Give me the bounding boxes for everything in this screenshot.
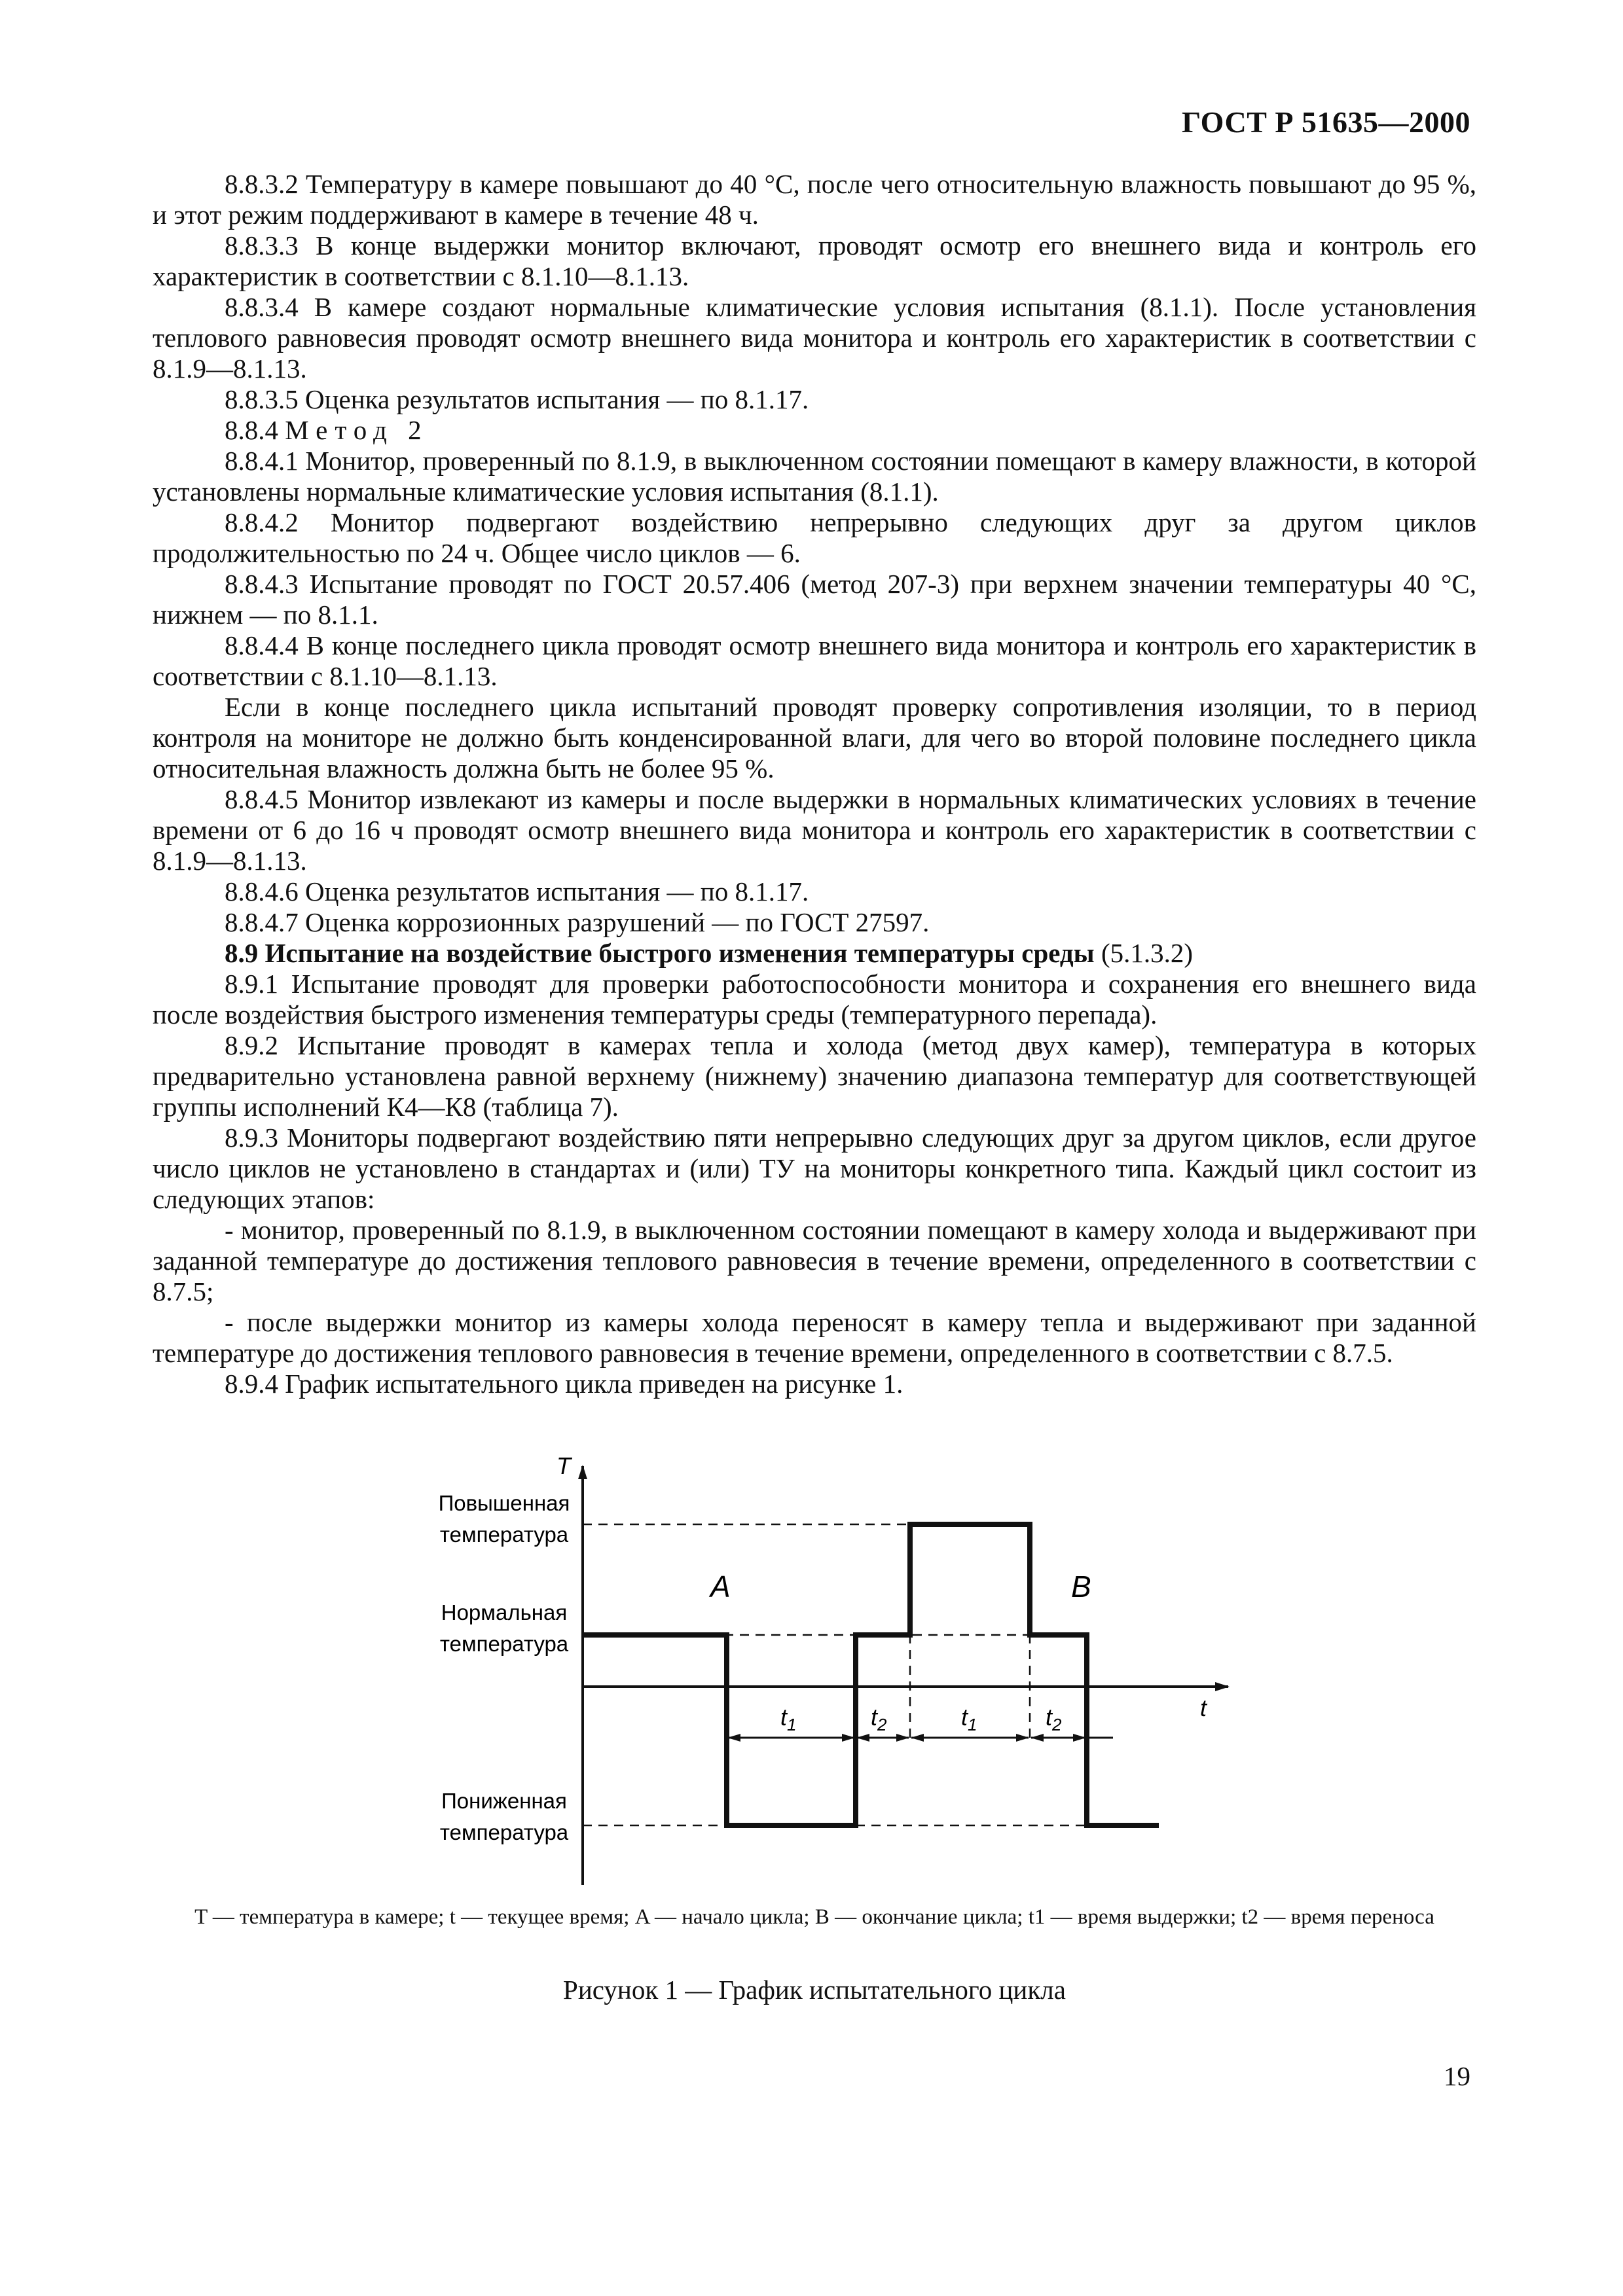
paragraph: 8.8.3.5 Оценка результатов испытания — по 8.1.17. xyxy=(225,384,809,414)
paragraph: 8.9.3 Мониторы подвергают воздействию пяти непрерывно следующих друг за другом циклов, если другое число циклов не установлено в стандартах и (или) ТУ на мониторы конкретного типа. Каждый цикл состоит из следующих этапов: xyxy=(153,1122,1476,1214)
normal-level-label-line1: Нормальная xyxy=(441,1600,568,1624)
method-title: Метод 2 xyxy=(285,415,429,445)
interval-label-t2 xyxy=(871,1704,887,1734)
x-axis-label: t xyxy=(1200,1695,1207,1721)
interval-subscript: 1 xyxy=(787,1715,797,1734)
high-level-label-line2: температура xyxy=(439,1522,569,1547)
paragraph: 8.8.4.3 Испытание проводят по ГОСТ 20.57.406 (метод 207-3) при верхнем значении температуры 40 °С, нижнем — по 8.1.1. xyxy=(153,569,1476,630)
paragraph: 8.9.1 Испытание проводят для проверки работоспособности монитора и сохранения его внешнего вида после воздействия быстрого изменения температуры среды (температурного перепада). xyxy=(153,969,1476,1030)
list-item: - после выдержки монитор из камеры холода переносят в камеру тепла и выдерживают при заданной температуре до достижения теплового равновесия в течение времени, определенного в соответствии с 8.7.5. xyxy=(153,1307,1476,1368)
interval-symbol: t xyxy=(780,1704,788,1731)
cycle-end-marker: B xyxy=(1071,1570,1091,1604)
interval-subscript: 1 xyxy=(968,1715,977,1734)
paragraph: 8.8.3.3 В конце выдержки монитор включают, проводят осмотр его внешнего вида и контроль его характеристик в соответствии с 8.1.10—8.1.13. xyxy=(153,230,1476,291)
paragraph: 8.8.3.2 Температуру в камере повышают до 40 °С, после чего относительную влажность повышают до 95 %, и этот режим поддерживают в камере в течение 48 ч. xyxy=(153,169,1476,230)
interval-label-t1 xyxy=(780,1704,796,1734)
paragraph: 8.8.4.6 Оценка результатов испытания — по 8.1.17. xyxy=(225,876,809,906)
low-level-label-line1: Пониженная xyxy=(441,1789,567,1813)
paragraph: 8.8.3.4 В камере создают нормальные климатические условия испытания (8.1.1). После установления теплового равновесия проводят осмотр внешнего вида монитора и контроль его характеристик в соответствии с 8.1.9—8.1.13. xyxy=(153,292,1476,384)
section-title: 8.9 Испытание на воздействие быстрого изменения температуры среды xyxy=(225,938,1095,968)
figure-caption: Рисунок 1 — График испытательного цикла xyxy=(563,1975,1066,2005)
paragraph: 8.9.2 Испытание проводят в камерах тепла и холода (метод двух камер), температура в которых предварительно установлена равной верхнему (нижнему) значению диапазона температур для соответствующей группы исполнений К4—К8 (таблица 7). xyxy=(153,1030,1476,1122)
y-axis-label: T xyxy=(556,1452,571,1479)
interval-label-t2 xyxy=(1046,1704,1062,1734)
interval-subscript: 2 xyxy=(1052,1715,1062,1734)
paragraph: 8.8.4.4 В конце последнего цикла проводят осмотр внешнего вида монитора и контроль его характеристик в соответствии с 8.1.10—8.1.13. xyxy=(153,630,1476,691)
list-item: - монитор, проверенный по 8.1.9, в выключенном состоянии помещают в камеру холода и выдерживают при заданной температуре до достижения теплового равновесия в течение времени, определенного в соответствии с 8.7.5; xyxy=(153,1215,1476,1306)
interval-symbol: t xyxy=(871,1704,878,1731)
figure-legend: T — температура в камере; t — текущее время; A — начало цикла; B — окончание цикла; t1 — время выдержки; t2 — время переноса xyxy=(194,1905,1434,1929)
section-reference: (5.1.3.2) xyxy=(1094,938,1193,968)
interval-symbol: t xyxy=(1046,1704,1053,1731)
paragraph: 8.9.4 График испытательного цикла приведен на рисунке 1. xyxy=(225,1369,903,1399)
high-level-label-line1: Повышенная xyxy=(438,1491,570,1515)
paragraph: Если в конце последнего цикла испытаний проводят проверку сопротивления изоляции, то в период контроля на мониторе не должно быть конденсированной влаги, для чего во второй половине последнего цикла относительная влажность должна быть не более 95 %. xyxy=(153,692,1476,783)
paragraph: 8.8.4.2 Монитор подвергают воздействию непрерывно следующих друг за другом циклов продолжительностью по 24 ч. Общее число циклов — 6. xyxy=(153,507,1476,568)
interval-symbol: t xyxy=(961,1704,968,1731)
interval-subscript: 2 xyxy=(877,1715,887,1734)
page-number: 19 xyxy=(1444,2061,1470,2091)
cycle-start-marker: A xyxy=(710,1570,731,1604)
paragraph: 8.8.4.7 Оценка коррозионных разрушений — по ГОСТ 27597. xyxy=(225,907,930,937)
document-header: ГОСТ Р 51635—2000 xyxy=(1182,105,1470,139)
normal-level-label-line2: температура xyxy=(439,1632,569,1656)
paragraph: 8.8.4.1 Монитор, проверенный по 8.1.9, в выключенном состоянии помещают в камеру влажности, в которой установлены нормальные климатические условия испытания (8.1.1). xyxy=(153,446,1476,507)
low-level-label-line2: температура xyxy=(439,1820,569,1844)
method-number: 8.8.4 xyxy=(225,415,278,445)
interval-label-t1 xyxy=(961,1704,977,1734)
paragraph: 8.8.4.5 Монитор извлекают из камеры и после выдержки в нормальных климатических условиях в течение времени от 6 до 16 ч проводят осмотр внешнего вида монитора и контроль его характеристик в соответствии с 8.1.9—8.1.13. xyxy=(153,784,1476,876)
